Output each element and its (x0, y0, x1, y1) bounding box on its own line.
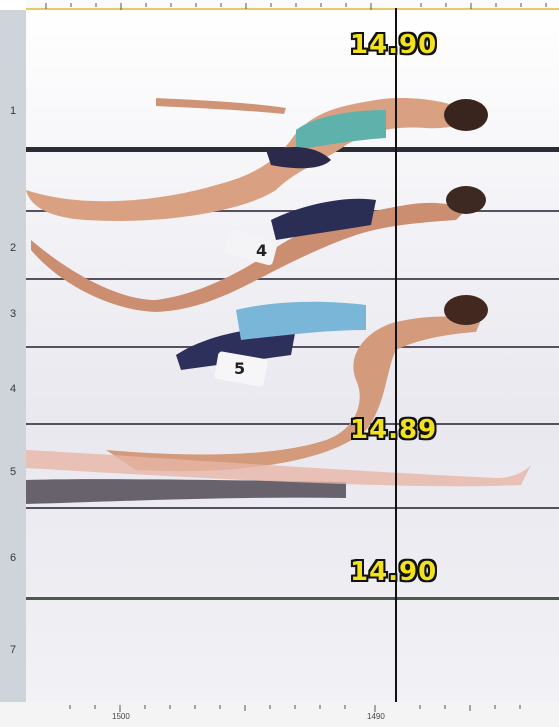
sprinters-image (26, 10, 559, 702)
lane-label-1: 1 (9, 105, 17, 117)
lane-label-3: 3 (9, 308, 17, 320)
lane-label-2: 2 (9, 242, 17, 254)
bottom-time-ruler (0, 702, 559, 727)
bottom-ruler-ticks (0, 705, 559, 715)
time-readout-lane-1: 14.90 (350, 30, 438, 60)
lane-label-4: 4 (9, 383, 17, 395)
finish-line-cursor[interactable] (395, 8, 397, 704)
lane-label-6: 6 (9, 552, 17, 564)
bib-number-4: 4 (256, 241, 268, 260)
finish-photo (26, 10, 559, 702)
lane-gutter (0, 10, 26, 702)
axis-label-left: 1500 (112, 712, 130, 721)
time-readout-lane-6: 14.90 (350, 557, 438, 587)
lane-label-7: 7 (9, 644, 17, 656)
axis-label-right: 1490 (367, 712, 385, 721)
runner-lane-1 (26, 98, 488, 221)
runner-shadow (26, 479, 346, 504)
lane-label-5: 5 (9, 466, 17, 478)
time-readout-lane-5: 14.89 (350, 415, 438, 445)
bib-number-5: 5 (234, 359, 246, 378)
top-time-ruler (26, 0, 559, 10)
